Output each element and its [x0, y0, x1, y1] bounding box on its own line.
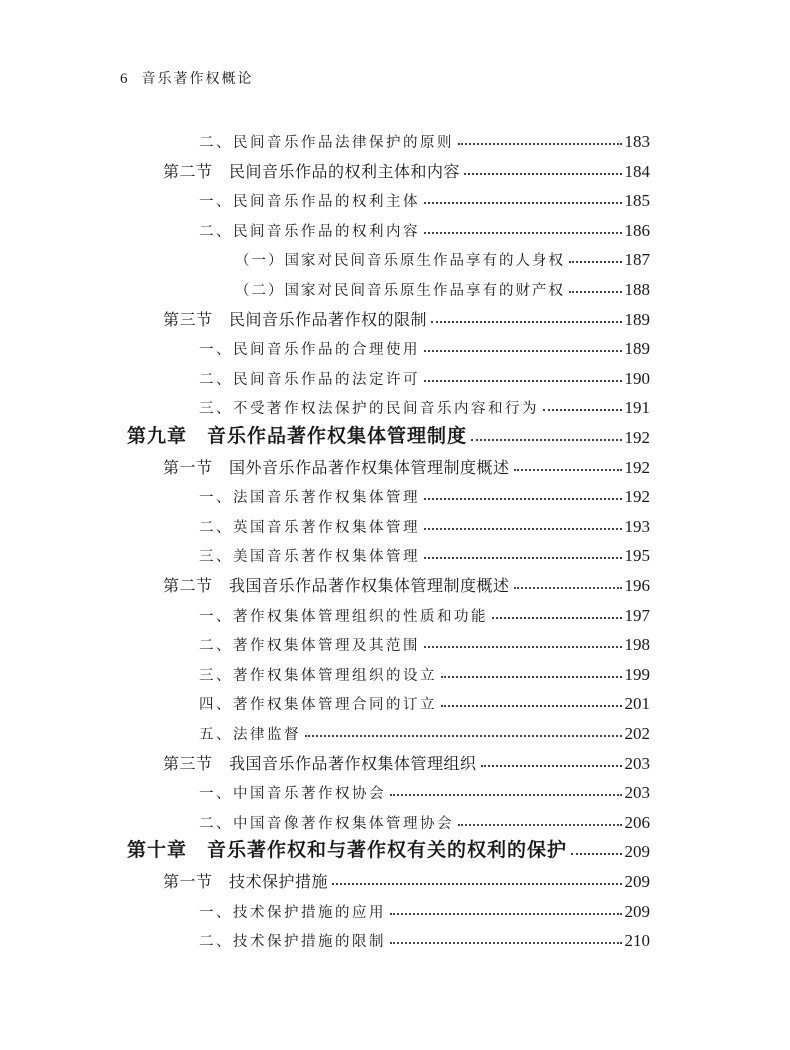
toc-entry-page: 209: [624, 872, 650, 891]
toc-entry-item: [199, 775, 650, 803]
toc-entry-title: 二、民间音乐作品的权利内容: [199, 223, 420, 240]
toc-entry-item: [199, 361, 650, 389]
toc-entry-title: 二、著作权集体管理及其范围: [199, 638, 420, 655]
toc-entry-item: [199, 213, 650, 241]
toc-entry-title: 第二节 民间音乐作品的权利主体和内容: [163, 161, 461, 181]
dot-leader: [390, 794, 622, 796]
toc-entry-item: [199, 716, 650, 744]
toc-entry-item: [199, 479, 650, 507]
toc-entry-title: 第一节 技术保护措施: [163, 872, 329, 891]
toc-entry-item: [199, 538, 650, 566]
running-header: [120, 68, 254, 88]
dot-leader: [431, 321, 621, 323]
toc-entry-page: 209: [624, 842, 650, 862]
toc-entry-title: 一、著作权集体管理组织的性质和功能: [199, 608, 488, 625]
toc-entry-title: 一、民间音乐作品的合理使用: [199, 342, 420, 359]
dot-leader: [543, 409, 622, 411]
header-running-title: 音乐著作权概论: [141, 71, 254, 87]
toc-entry-title: 三、著作权集体管理组织的设立: [199, 667, 437, 684]
toc-entry-page: 186: [624, 220, 650, 240]
toc-entry-page: 190: [624, 368, 650, 388]
toc-entry-page: 199: [624, 664, 650, 684]
toc-entry-title: （一）国家对民间音乐原生作品享有的人身权: [235, 253, 565, 270]
dot-leader: [390, 913, 622, 915]
toc-entry-page: 187: [624, 250, 650, 270]
toc-entry-page: 197: [624, 605, 650, 625]
toc-entry-title: 一、法国音乐著作权集体管理: [199, 490, 420, 507]
toc-entry-title: 一、技术保护措施的应用: [199, 904, 386, 921]
dot-leader: [464, 173, 621, 175]
dot-leader: [492, 617, 622, 619]
dot-leader: [481, 765, 622, 767]
toc-entry-section: [163, 154, 650, 182]
dot-leader: [424, 232, 622, 234]
toc-entry-page: 192: [624, 457, 650, 477]
toc-entry-page: 189: [624, 339, 650, 359]
toc-entry-title: 第三节 我国音乐作品著作权集体管理组织: [163, 753, 477, 773]
toc-entry-page: 201: [624, 694, 650, 714]
toc-entry-item: [199, 390, 650, 418]
toc-entry-title: 五、法律监督: [199, 727, 301, 743]
toc-entry-item: [199, 331, 650, 359]
toc-entry-item: [199, 627, 650, 655]
toc-entry-title: 三、美国音乐著作权集体管理: [199, 549, 420, 566]
toc-entry-sub: [235, 242, 650, 270]
toc-entry-title: 第一节 国外音乐作品著作权集体管理制度概述: [163, 457, 510, 477]
toc-entry-section: [163, 864, 650, 892]
toc-entry-title: 二、英国音乐著作权集体管理: [199, 519, 420, 536]
toc-entry-title: 一、中国音乐著作权协会: [199, 786, 386, 803]
dot-leader: [305, 735, 622, 737]
toc-entry-page: 183: [624, 132, 650, 151]
toc-entry-chapter: [127, 420, 650, 448]
toc-entry-page: 192: [624, 487, 650, 507]
dot-leader: [471, 439, 621, 441]
dot-leader: [569, 261, 622, 263]
toc-entry-title: 四、著作权集体管理合同的订立: [199, 697, 437, 714]
toc-entry-item: [199, 805, 650, 833]
dot-leader: [569, 291, 622, 293]
toc-entry-title: 二、民间音乐作品的法定许可: [199, 371, 420, 388]
toc-entry-chapter: [127, 834, 650, 862]
toc-entry-page: 188: [624, 280, 650, 299]
toc-entry-title: 第十章 音乐著作权和与著作权有关的权利的保护: [127, 839, 568, 862]
dot-leader: [514, 587, 622, 589]
toc-entry-page: 184: [624, 161, 650, 181]
toc-entry-item: [199, 686, 650, 714]
toc-entry-item: [199, 509, 650, 537]
dot-leader: [424, 557, 622, 559]
toc-entry-section: [163, 302, 650, 330]
toc-entry-title: 一、民间音乐作品的权利主体: [199, 194, 420, 211]
toc-entry-title: 第三节 民间音乐作品著作权的限制: [163, 309, 428, 329]
toc-entry-page: 189: [624, 309, 650, 329]
dot-leader: [390, 942, 622, 944]
toc-entry-title: 二、民间音乐作品法律保护的原则: [199, 135, 454, 151]
toc-entry-title: 二、技术保护措施的限制: [199, 934, 386, 951]
toc-entry-item: [199, 657, 650, 685]
toc-entry-section: [163, 746, 650, 774]
dot-leader: [424, 350, 622, 352]
dot-leader: [424, 498, 622, 500]
toc-entry-page: 192: [624, 428, 650, 447]
toc-entry-page: 210: [624, 931, 650, 951]
toc-entry-section: [163, 568, 650, 596]
dot-leader: [571, 853, 621, 855]
toc-entry-item: [199, 894, 650, 922]
toc-entry-title: 二、中国音像著作权集体管理协会: [199, 815, 454, 832]
toc-entry-item: [199, 598, 650, 626]
toc-entry-item: [199, 923, 650, 951]
dot-leader: [424, 380, 622, 382]
dot-leader: [332, 883, 621, 885]
dot-leader: [514, 469, 622, 471]
dot-leader: [458, 824, 622, 826]
toc-entry-sub: [235, 272, 650, 300]
header-page-number: 6: [120, 71, 128, 87]
toc-entry-page: 193: [624, 516, 650, 536]
dot-leader: [441, 705, 622, 707]
toc-entry-page: 202: [624, 724, 650, 743]
toc-entry-title: 第九章 音乐作品著作权集体管理制度: [127, 425, 468, 447]
toc-entry-page: 198: [624, 635, 650, 655]
toc-entry-title: 第二节 我国音乐作品著作权集体管理制度概述: [163, 576, 510, 595]
toc-entry-page: 191: [624, 398, 650, 418]
toc-entry-item: [199, 183, 650, 211]
dot-leader: [424, 528, 622, 530]
toc-entry-page: 196: [624, 576, 650, 595]
dot-leader: [424, 646, 622, 648]
toc-entry-page: 203: [624, 753, 650, 773]
toc-entry-section: [163, 450, 650, 478]
dot-leader: [458, 143, 622, 145]
toc-entry-item: [199, 124, 650, 152]
toc-entry-page: 209: [624, 901, 650, 921]
dot-leader: [441, 676, 622, 678]
dot-leader: [424, 202, 622, 204]
toc-entry-page: 185: [624, 191, 650, 211]
toc-entry-title: （二）国家对民间音乐原生作品享有的财产权: [235, 283, 565, 299]
toc-entry-page: 203: [624, 783, 650, 803]
toc-entry-page: 195: [624, 546, 650, 566]
toc-entry-page: 206: [624, 812, 650, 832]
toc-entry-title: 三、不受著作权法保护的民间音乐内容和行为: [199, 401, 539, 418]
